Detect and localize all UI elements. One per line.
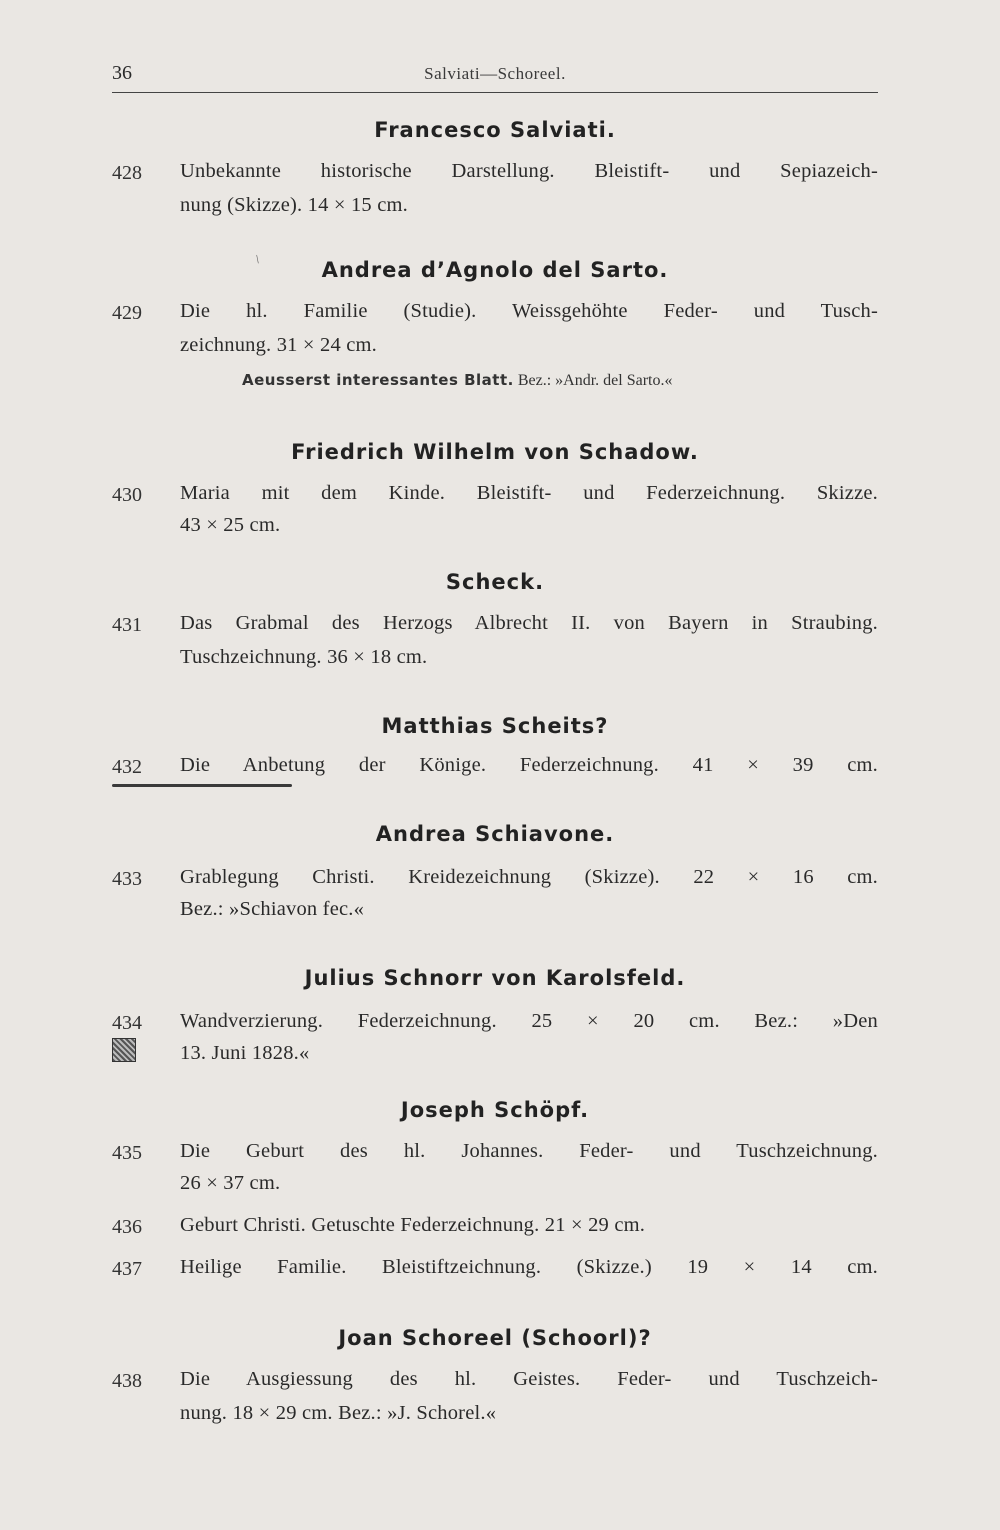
entry-number: 435 [112,1142,142,1164]
entry-text-line: Die Geburt des hl. Johannes. Feder- und Tuschzeichnung. [180,1140,878,1162]
entry-text-line: 26 × 37 cm. [180,1172,281,1194]
artist-heading: Andrea Schiavone. [375,822,615,846]
entry-text-line: Die Ausgiessung des hl. Geistes. Feder- und Tuschzeich- [180,1368,878,1390]
entry-number: 438 [112,1370,142,1392]
stamp-mark [112,1038,136,1062]
entry-number: 432 [112,756,142,778]
entry-text-line: Das Grabmal des Herzogs Albrecht II. von Bayern in Straubing. [180,612,878,634]
entry-number: 437 [112,1258,142,1280]
entry-text-line: zeichnung. 31 × 24 cm. [180,334,377,356]
entry-text-line: Wandverzierung. Federzeichnung. 25 × 20 cm. Bez.: »Den [180,1010,878,1032]
entry-text-line: Grablegung Christi. Kreidezeichnung (Skizze). 22 × 16 cm. [180,866,878,888]
note-signature: Bez.: »Andr. del Sarto.« [517,372,673,389]
entry-number: 430 [112,484,142,506]
artist-heading: Andrea d’Agnolo del Sarto. [321,258,669,282]
entry-number: 433 [112,868,142,890]
note-bold: Aeusserst interessantes Blatt. [242,371,514,389]
artist-heading: Friedrich Wilhelm von Schadow. [291,440,699,464]
entry-text-line: 13. Juni 1828.« [180,1042,310,1064]
entry-text-line: Geburt Christi. Getuschte Federzeichnung. 21 × 29 cm. [180,1214,646,1236]
artist-heading: Scheck. [445,570,545,594]
entry-number: 431 [112,614,142,636]
entry-text-line: Tuschzeichnung. 36 × 18 cm. [180,646,428,668]
entry-number: 436 [112,1216,142,1238]
artist-heading: Matthias Scheits? [381,714,609,738]
entry-text-line: Unbekannte historische Darstellung. Bleistift- und Sepiazeich- [180,160,878,182]
entry-note [242,371,672,390]
entry-number: 434 [112,1012,142,1034]
entry-number: 429 [112,302,142,324]
entry-text-line: Die Anbetung der Könige. Federzeichnung. 41 × 39 cm. [180,754,878,776]
entry-number: 428 [112,162,142,184]
pencil-underline [112,784,292,787]
entry-text-line: Heilige Familie. Bleistiftzeichnung. (Skizze.) 19 × 14 cm. [180,1256,878,1278]
entry-text-line: nung (Skizze). 14 × 15 cm. [180,194,408,216]
artist-heading: Joseph Schöpf. [400,1098,590,1122]
entry-text-line: nung. 18 × 29 cm. Bez.: »J. Schorel.« [180,1402,497,1424]
running-title: Salviati—Schoreel. [424,64,566,83]
entry-text-line: Bez.: »Schiavon fec.« [180,898,365,920]
running-head [112,62,878,93]
artist-heading: Joan Schoreel (Schoorl)? [338,1326,652,1350]
entry-text-line: Die hl. Familie (Studie). Weissgehöhte Feder- und Tusch- [180,300,878,322]
entry-text-line: Maria mit dem Kinde. Bleistift- und Federzeichnung. Skizze. [180,482,878,504]
entry-text-line: 43 × 25 cm. [180,514,281,536]
artist-heading: Julius Schnorr von Karolsfeld. [304,966,686,990]
artist-heading: Francesco Salviati. [374,118,616,142]
page-number: 36 [112,62,132,84]
pencil-mark: / [252,252,263,266]
